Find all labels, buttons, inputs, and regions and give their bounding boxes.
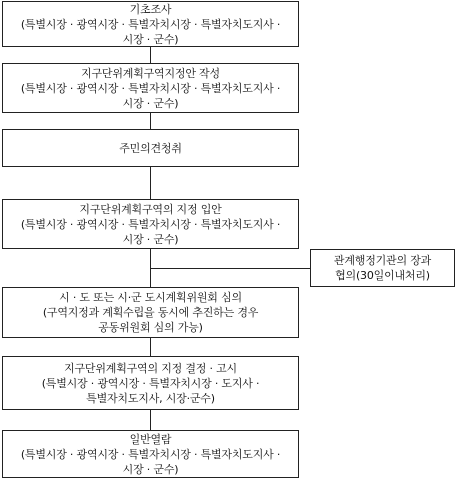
step-1-line-2: (특별시장 · 광역시장 · 특별자치시장 · 특별자치도지사 · [20,17,281,31]
step-5-line-3: 공동위원회 심의 가능) [98,321,203,334]
step-decision-notice [2,356,299,410]
step-2-line-2: (특별시장 · 광역시장 · 특별자치시장 · 특별자치도지사 · [20,81,281,95]
step-5-line-1: 시 · 도 또는 시·군 도시계획위원회 심의 [59,291,242,304]
step-5-line-2: (구역지정과 계획수립을 동시에 추진하는 경우 [42,306,259,319]
step-7-line-3: 시장 · 군수) [122,462,179,476]
step-public-hearing [2,129,299,167]
step-7-line-2: (특별시장 · 광역시장 · 특별자치시장 · 특별자치도지사 · [20,447,281,461]
side-consultation-box [310,249,455,287]
step-4-line-3: 시장 · 군수) [122,232,179,246]
step-designation-proposal [2,199,299,249]
step-committee-review [2,287,299,338]
step-1-line-3: 시장 · 군수) [122,32,179,46]
side-line-2: 협의(30일이내처리) [335,269,430,282]
step-4-line-2: (특별시장 · 광역시장 · 특별자치시장 · 특별자치도지사 · [20,217,281,231]
step-basic-survey [2,1,299,47]
step-3-line-1: 주민의견청취 [119,141,182,155]
step-6-line-3: 특별자치도지사, 시장·군수) [86,391,215,405]
step-public-inspection [2,430,299,478]
step-1-line-1: 기초조사 [129,2,172,16]
side-line-1: 관계행정기관의 장과 [333,254,432,267]
step-draft-designation [2,63,299,113]
step-4-line-1: 지구단위계획구역의 지정 입안 [79,202,222,216]
step-6-line-1: 지구단위계획구역의 지정 결정 · 고시 [64,361,237,375]
step-2-line-1: 지구단위계획구역지정안 작성 [81,66,220,80]
step-2-line-3: 시장 · 군수) [122,96,179,110]
step-7-line-1: 일반열람 [129,432,172,446]
step-6-line-2: (특별시장 · 광역시장 · 특별자치시장 · 도지사 · [41,376,260,390]
